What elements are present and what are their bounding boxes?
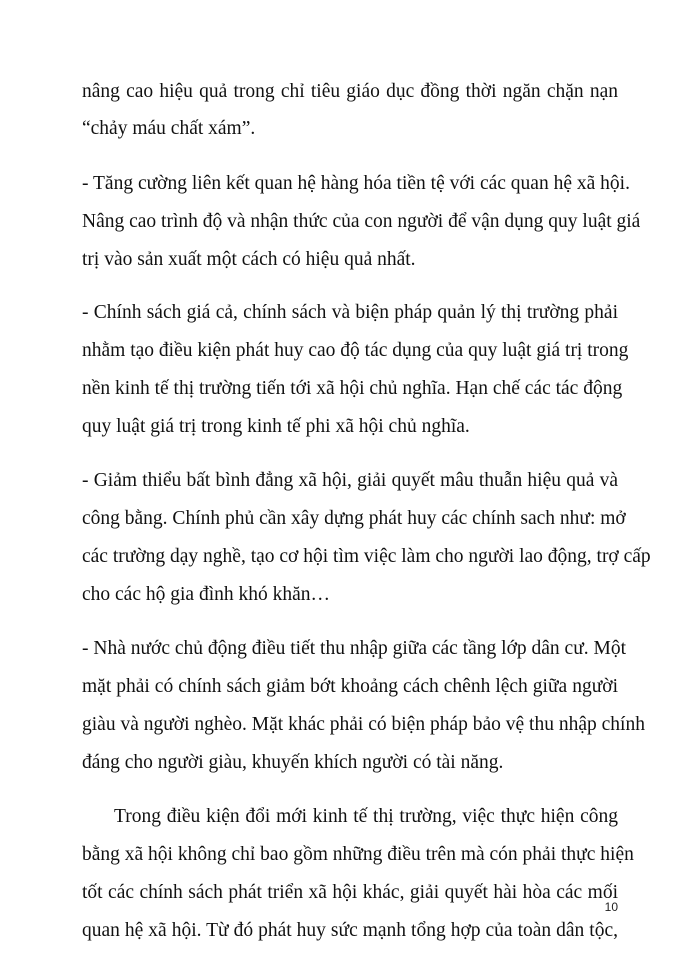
- text-line: đáng cho người giàu, khuyến khích người có tài năng.: [82, 752, 504, 773]
- text-line: - Chính sách giá cả, chính sách và biện pháp quản lý thị trường phải: [82, 302, 618, 323]
- page-number: 10: [604, 900, 618, 914]
- text-line: cho các hộ gia đình khó khăn…: [82, 584, 331, 605]
- text-line: nhằm tạo điều kiện phát huy cao độ tác dụng của quy luật giá trị trong: [82, 340, 629, 361]
- text-line: “chảy máu chất xám”.: [82, 118, 256, 139]
- text-line: Trong điều kiện đổi mới kinh tế thị trường, việc thực hiện công: [114, 806, 618, 827]
- text-line: nền kinh tế thị trường tiến tới xã hội chủ nghĩa. Hạn chế các tác động: [82, 378, 623, 399]
- text-line: nâng cao hiệu quả trong chỉ tiêu giáo dục đồng thời ngăn chặn nạn: [82, 81, 618, 102]
- text-line: bằng xã hội không chỉ bao gồm những điều trên mà cón phải thực hiện: [82, 844, 634, 865]
- text-line: - Giảm thiểu bất bình đẳng xã hội, giải quyết mâu thuẫn hiệu quả và: [82, 470, 618, 491]
- text-line: quy luật giá trị trong kinh tế phi xã hội chủ nghĩa.: [82, 416, 470, 437]
- text-line: giàu và người nghèo. Mặt khác phải có biện pháp bảo vệ thu nhập chính: [82, 714, 645, 735]
- text-line: Nâng cao trình độ và nhận thức của con người để vận dụng quy luật giá: [82, 211, 641, 232]
- text-line: - Tăng cường liên kết quan hệ hàng hóa tiền tệ với các quan hệ xã hội.: [82, 173, 630, 194]
- text-line: mặt phải có chính sách giảm bớt khoảng cách chênh lệch giữa người: [82, 676, 618, 697]
- text-line: công bằng. Chính phủ cần xây dựng phát huy các chính sach như: mở: [82, 508, 626, 529]
- text-line: các trường dạy nghề, tạo cơ hội tìm việc làm cho người lao động, trợ cấp: [82, 546, 651, 567]
- text-line: quan hệ xã hội. Từ đó phát huy sức mạnh tổng hợp của toàn dân tộc,: [82, 920, 618, 941]
- text-line: - Nhà nước chủ động điều tiết thu nhập giữa các tầng lớp dân cư. Một: [82, 638, 627, 659]
- text-line: tốt các chính sách phát triển xã hội khác, giải quyết hài hòa các mối: [82, 882, 618, 903]
- text-line: trị vào sản xuất một cách có hiệu quả nhất.: [82, 249, 416, 270]
